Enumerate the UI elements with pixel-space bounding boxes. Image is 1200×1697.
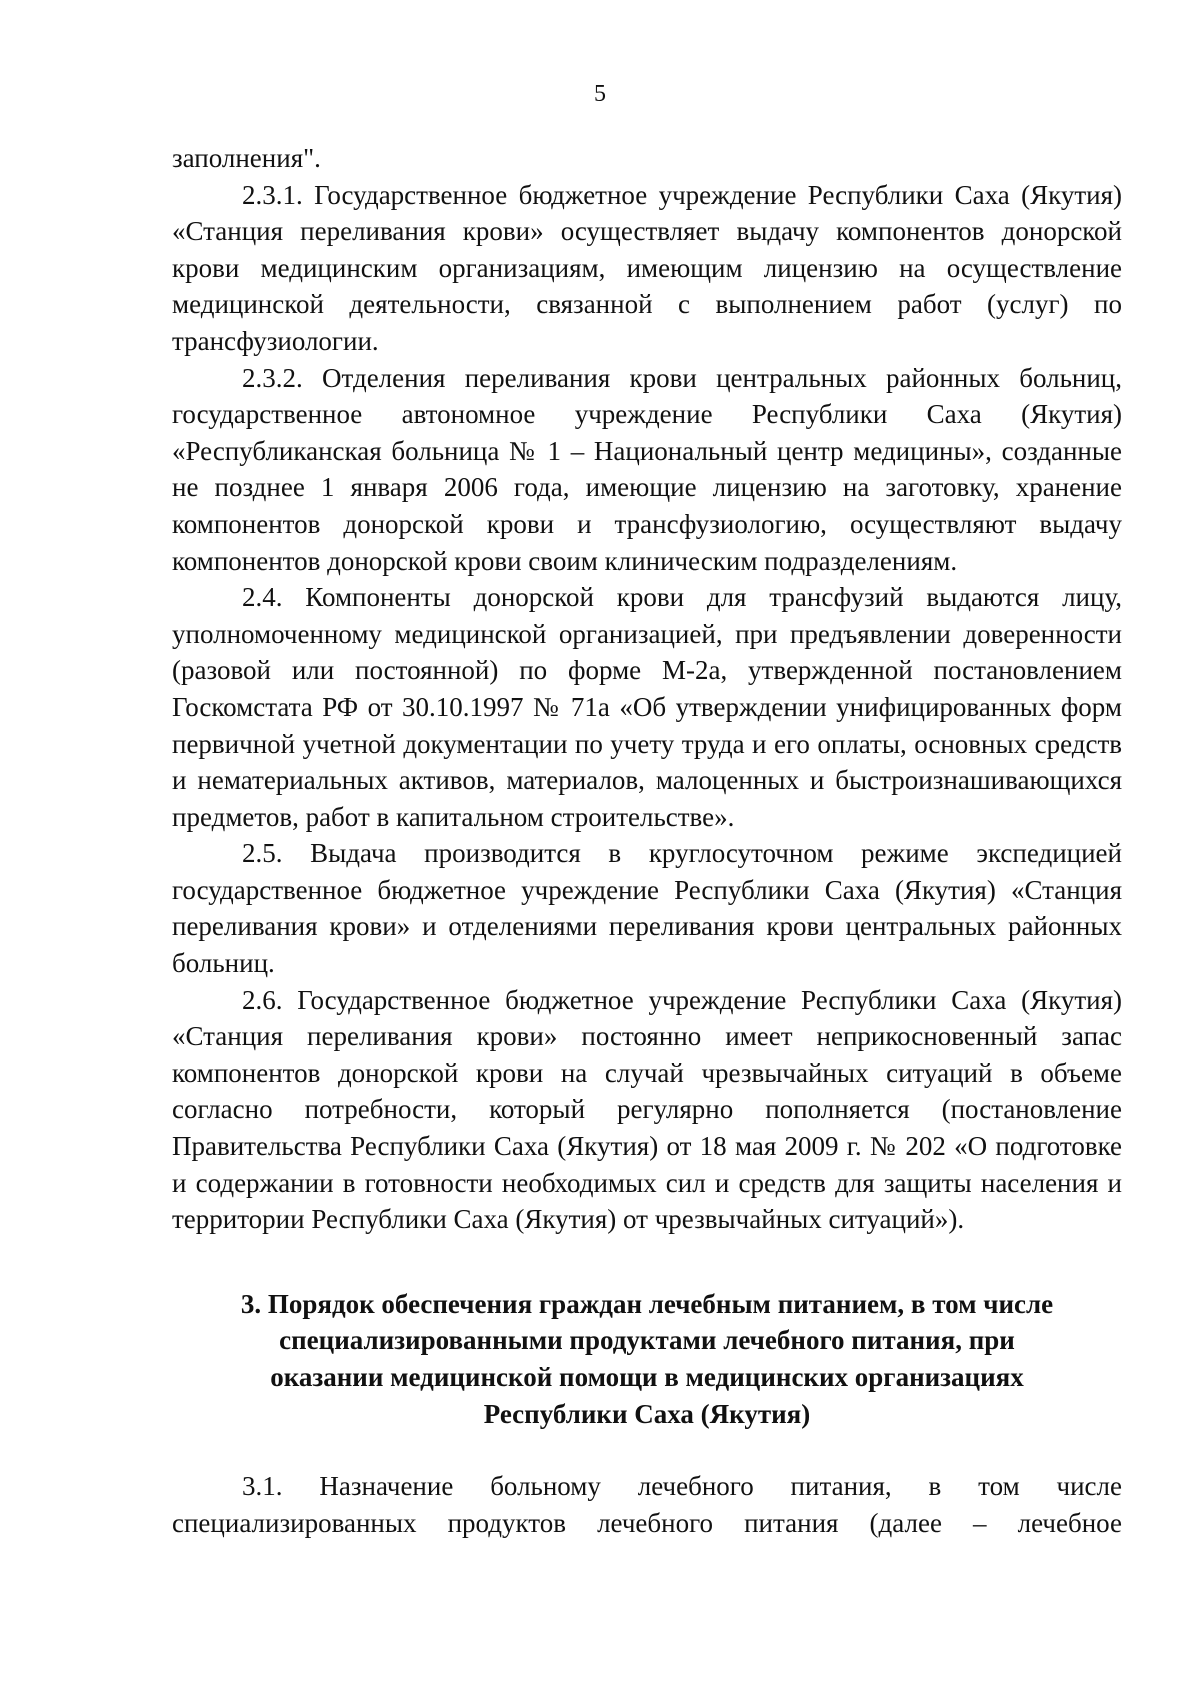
paragraph-2-4: 2.4. Компоненты донорской крови для трансфузий выдаются лицу, уполномоченному медицинской организацией, при предъявлении доверенности (разовой или постоянной) по форме М-2а, утвержденной постановлением Госкомстата РФ от 30.10.1997 № 71а «Об утверждении унифицированных форм первичной учетной документации по учету труда и его оплаты, основных средств и нематериальных активов, материалов, малоценных и быстроизнашивающихся предметов, работ в капитальном строительстве». [172,582,1122,832]
document-body [172,140,1122,1541]
section-3-heading: 3. Порядок обеспечения граждан лечебным питанием, в том числе специализированными продуктами лечебного питания, при оказании медицинской помощи в медицинских организациях Республики Саха (Якутия) [240,1288,1054,1429]
paragraph-2-3-1: 2.3.1. Государственное бюджетное учреждение Республики Саха (Якутия) «Станция переливания крови» осуществляет выдачу компонентов донорской крови медицинским организациям, имеющим лицензию на осуществление медицинской деятельности, связанной с выполнением работ (услуг) по трансфузиологии. [172,179,1122,356]
paragraph-continuation: заполнения". [172,143,321,173]
paragraph-2-5: 2.5. Выдача производится в круглосуточном режиме экспедицией государственное бюджетное учреждение Республики Саха (Якутия) «Станция переливания крови» и отделениями переливания крови центральных районных больниц. [172,838,1122,979]
page-number: 5 [594,81,606,107]
paragraph-2-3-2: 2.3.2. Отделения переливания крови центральных районных больниц, государственное автономное учреждение Республики Саха (Якутия) «Республиканская больница № 1 – Национальный центр медицины», созданные не позднее 1 января 2006 года, имеющие лицензию на заготовку, хранение компонентов донорской крови и трансфузиологию, осуществляют выдачу компонентов донорской крови своим клиническим подразделениям. [172,362,1122,576]
paragraph-2-6: 2.6. Государственное бюджетное учреждение Республики Саха (Якутия) «Станция переливания крови» постоянно имеет неприкосновенный запас компонентов донорской крови на случай чрезвычайных ситуаций в объеме согласно потребности, который регулярно пополняется (постановление Правительства Республики Саха (Якутия) от 18 мая 2009 г. № 202 «О подготовке и содержании в готовности необходимых сил и средств для защиты населения и территории Республики Саха (Якутия) от чрезвычайных ситуаций»). [172,984,1122,1235]
paragraph-3-1: 3.1. Назначение больному лечебного питания, в том числе специализированных продуктов лечебного питания (далее – лечебное [172,1471,1122,1538]
